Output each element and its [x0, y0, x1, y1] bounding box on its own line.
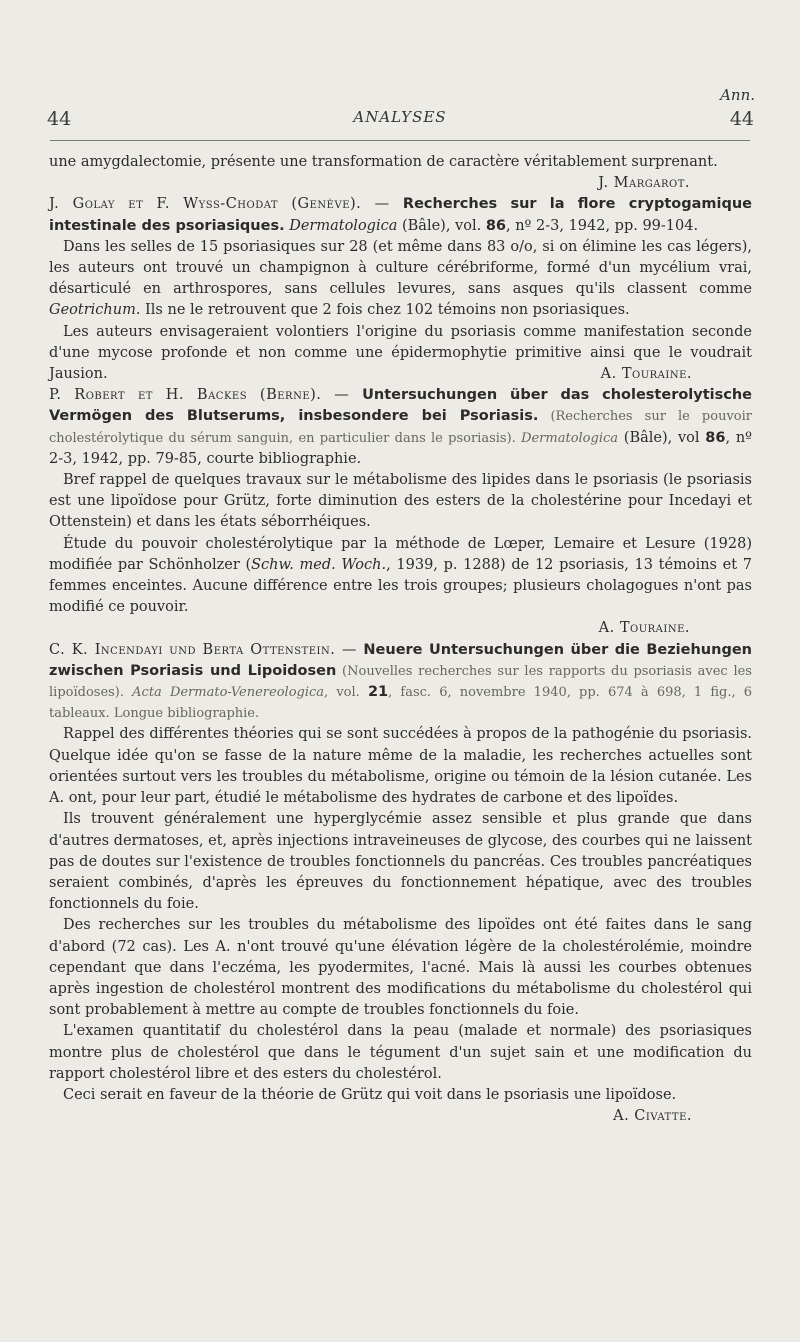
abstract-paragraph: Ils trouvent généralement une hyperglycémie assez sensible et plus grande que dans d'autres dermatoses, et, après injections intraveineuses de glycose, des courbes qui ne laissent pas de doutes sur l'existence de troubles fonctionnels du pancréas. Ces troubles pancréatiques seraient combinés, d'après les épreuves du fonctionnement hépatique, avec des troubles fonctionnels du foie.: [49, 811, 752, 913]
reference-title: Recherches sur la flore cryptogamique intestinale des psoriasiques.: [49, 196, 753, 234]
reviewer-signature: A. Touraine.: [600, 366, 692, 383]
reviewer-signature: A. Civatte.: [613, 1108, 692, 1125]
abstract-paragraph: L'examen quantitatif du cholestérol dans la peau (malade et normale) des psoriasiques montre plus de cholestérol que dans le tégument d'un sujet sain et une modification du rapport cholestérol libre et des esters du cholestérol.: [49, 1023, 752, 1082]
reviewer-signature: A. Touraine.: [598, 620, 690, 637]
reference-authors: J. Golay et F. Wyss-Chodat (Genève). —: [49, 196, 403, 213]
reference-authors: C. K. Incendayi und Berta Ottenstein. —: [49, 641, 364, 658]
abstract-paragraph: Des recherches sur les troubles du métabolisme des lipoïdes ont été faites dans le sang d'abord (72 cas). Les A. n'ont trouvé qu'une élévation légère de la cholestérolémie, moindre cependant que dans l'eczéma, les pyodermites, l'acné. Mais là aussi les courbes obtenues après ingestion de cholestérol montrent des modifications du métabolisme du cholestérol qui sont probablement à mettre au compte de troubles fonctionnels du foie.: [49, 917, 752, 1019]
abstract-paragraph: Bref rappel de quelques travaux sur le métabolisme des lipides dans le psoriasis (le psoriasis est une lipoïdose pour Grütz, forte diminution des esters de la cholestérine pour Incedayi et Ottenstein) et dans les états séborrhéiques.: [49, 472, 752, 531]
section-title: ANALYSES: [353, 108, 447, 126]
reference-golay: J. Golay et F. Wyss-Chodat (Genève). — Recherches sur la flore cryptogamique intestinale des psoriasiques. Dermatologica (Bâle), vol. 86, nº 2-3, 1942, pp. 99-104.: [49, 196, 753, 234]
abstract-paragraph: Étude du pouvoir cholestérolytique par la méthode de Lœper, Lemaire et Lesure (1928) modifiée par Schönholzer (Schw. med. Woch., 1939, p. 1288) de 12 psoriasis, 13 témoins et 7 femmes enceintes. Aucune différence entre les trois groupes; plusieurs cholagogues n'ont pas modifié ce pouvoir.: [49, 535, 752, 616]
reference-title: Neuere Untersuchungen über die Beziehungen zwischen Psoriasis und Lipoidosen: [49, 641, 752, 679]
abstract-paragraph: Dans les selles de 15 psoriasiques sur 28 (et même dans 83 o/o, si on élimine les cas légers), les auteurs ont trouvé un champignon à culture cérébriforme, formé d'un mycélium vrai, désarticulé en arthrospores, sans cellules levures, sans asques qu'ils classent comme Geotrichum. Ils ne le retrouvent que 2 fois chez 102 témoins non psoriasiques.: [49, 238, 752, 319]
reference-authors: P. Robert et H. Backes (Berne). —: [49, 387, 363, 404]
abstract-paragraph: Rappel des différentes théories qui se sont succédées à propos de la pathogénie du psoriasis. Quelque idée qu'on se fasse de la nature même de la maladie, les recherches actuelles sont orientées surtout vers les troubles du métabolisme, origine ou témoin de la lésion cutanée. Les A. ont, pour leur part, étudié le métabolisme des hydrates de carbone et des lipoïdes.: [49, 726, 752, 807]
reference-title: Untersuchungen über das cholesterolytische Vermögen des Blutserums, insbesondere bei Psoriasis.: [49, 387, 753, 425]
journal-name: Acta Dermato-Venereologica: [132, 685, 325, 701]
intro-signature: J. Margarot.: [598, 175, 690, 192]
abstract-paragraph: Ceci serait en faveur de la théorie de Grütz qui voit dans le psoriasis une lipoïdose. A. Civatte.: [49, 1085, 752, 1106]
journal-name: Dermatologica: [289, 217, 398, 234]
handwritten-annotation: Ann.: [720, 86, 755, 104]
abstract-paragraph: Les auteurs envisageraient volontiers l'origine du psoriasis comme manifestation seconde d'une mycose profonde et non comme une épidermophytie primitive ainsi que le voudrait Jausion. A. Touraine.: [49, 322, 752, 386]
header-rule: [50, 140, 750, 141]
reference-robert: P. Robert et H. Backes (Berne). — Untersuchungen über das cholesterolytische Vermögen des Blutserums, insbesondere bei Psoriasis. (Recherches sur le pouvoir cholestérolytique du sérum sanguin, en particulier dans le psoriasis). Dermatologica (Bâle), vol 86, nº 2-3, 1942, pp. 79-85, courte bibliographie.: [49, 387, 753, 467]
reference-translation: (Nouvelles recherches sur les rapports du psoriasis avec les lipoïdoses).: [49, 663, 752, 701]
reference-incendayi: C. K. Incendayi und Berta Ottenstein. — Neuere Untersuchungen über die Beziehungen zwischen Psoriasis und Lipoidosen (Nouvelles recherches sur les rapports du psoriasis avec les lipoïdoses). Acta Dermato-Venereologica, vol. 21, fasc. 6, novembre 1940, pp. 674 à 698, 1 fig., 6 tableaux. Longue bibliographie.: [49, 641, 752, 722]
page-number-left: 44: [47, 108, 72, 130]
page-number-right: 44: [729, 108, 754, 130]
page-content: [49, 152, 752, 1127]
journal-name: Dermatologica: [521, 430, 619, 446]
intro-paragraph: une amygdalectomie, présente une transformation de caractère véritablement surprenant.: [49, 154, 718, 170]
reference-translation: (Recherches sur le pouvoir cholestérolytique du sérum sanguin, en particulier dans le psoriasis).: [49, 409, 752, 446]
